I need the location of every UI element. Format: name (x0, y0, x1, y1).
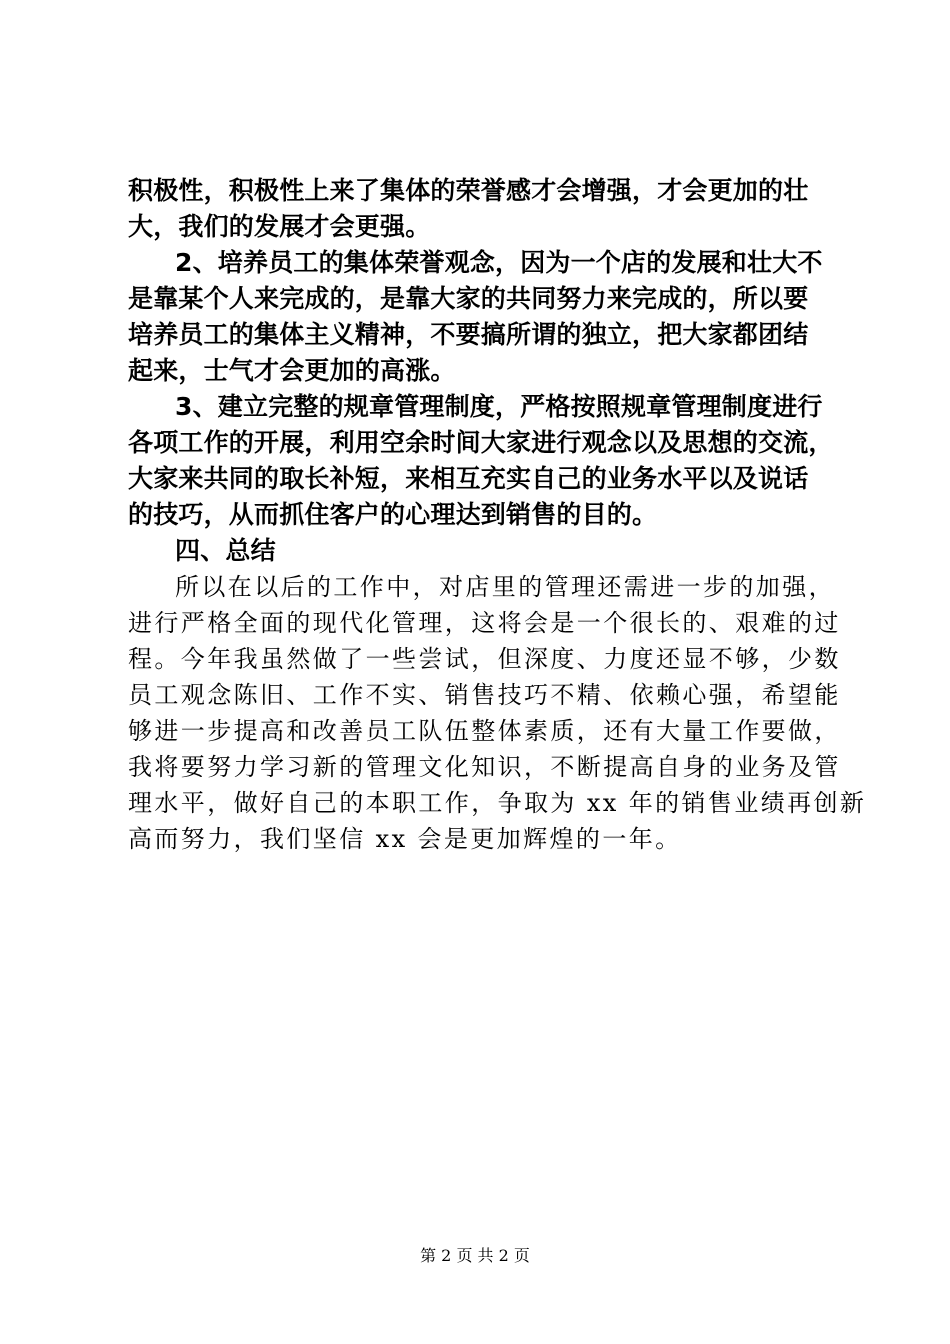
text-line: 2、培养员工的集体荣誉观念，因为一个店的发展和壮大不 (175, 248, 823, 277)
paragraph-item-3 (128, 389, 838, 533)
text-line: 理水平，做好自己的本职工作，争取为 xx 年的销售业绩再创新 (128, 789, 867, 817)
text-line: 3、建立完整的规章管理制度，严格按照规章管理制度进行 (175, 392, 823, 421)
text-line: 大家来共同的取长补短，来相互充实自己的业务水平以及说话 (128, 464, 809, 493)
text-line: 各项工作的开展，利用空余时间大家进行观念以及思想的交流， (128, 428, 834, 457)
text-line: 的技巧，从而抓住客户的心理达到销售的目的。 (128, 500, 658, 529)
text-line: 培养员工的集体主义精神，不要搞所谓的独立，把大家都团结 (128, 320, 809, 349)
text-line: 够进一步提高和改善员工队伍整体素质，还有大量工作要做， (128, 717, 841, 745)
text-line: 我将要努力学习新的管理文化知识，不断提高自身的业务及管 (128, 753, 841, 781)
text-line: 所以在以后的工作中，对店里的管理还需进一步的加强， (175, 573, 835, 601)
paragraph-summary (128, 569, 867, 857)
paragraph-continuation (128, 173, 838, 245)
text-line: 员工观念陈旧、工作不实、销售技巧不精、依赖心强，希望能 (128, 681, 841, 709)
document-body (128, 173, 867, 857)
text-line: 是靠某个人来完成的，是靠大家的共同努力来完成的，所以要 (128, 284, 809, 313)
text-line: 起来，士气才会更加的高涨。 (128, 356, 456, 385)
text-line: 进行严格全面的现代化管理，这将会是一个很长的、艰难的过 (128, 609, 841, 637)
text-line: 积极性，积极性上来了集体的荣誉感才会增强，才会更加的壮 (128, 176, 809, 205)
section-heading-summary (128, 533, 838, 569)
text-line: 大，我们的发展才会更强。 (128, 212, 431, 241)
paragraph-item-2 (128, 245, 838, 389)
text-line: 程。今年我虽然做了一些尝试，但深度、力度还显不够，少数 (128, 645, 841, 673)
text-line: 高而努力，我们坚信 xx 会是更加辉煌的一年。 (128, 825, 682, 853)
page-number-footer: 第 2 页 共 2 页 (420, 1246, 530, 1265)
section-heading: 四、总结 (175, 536, 276, 565)
